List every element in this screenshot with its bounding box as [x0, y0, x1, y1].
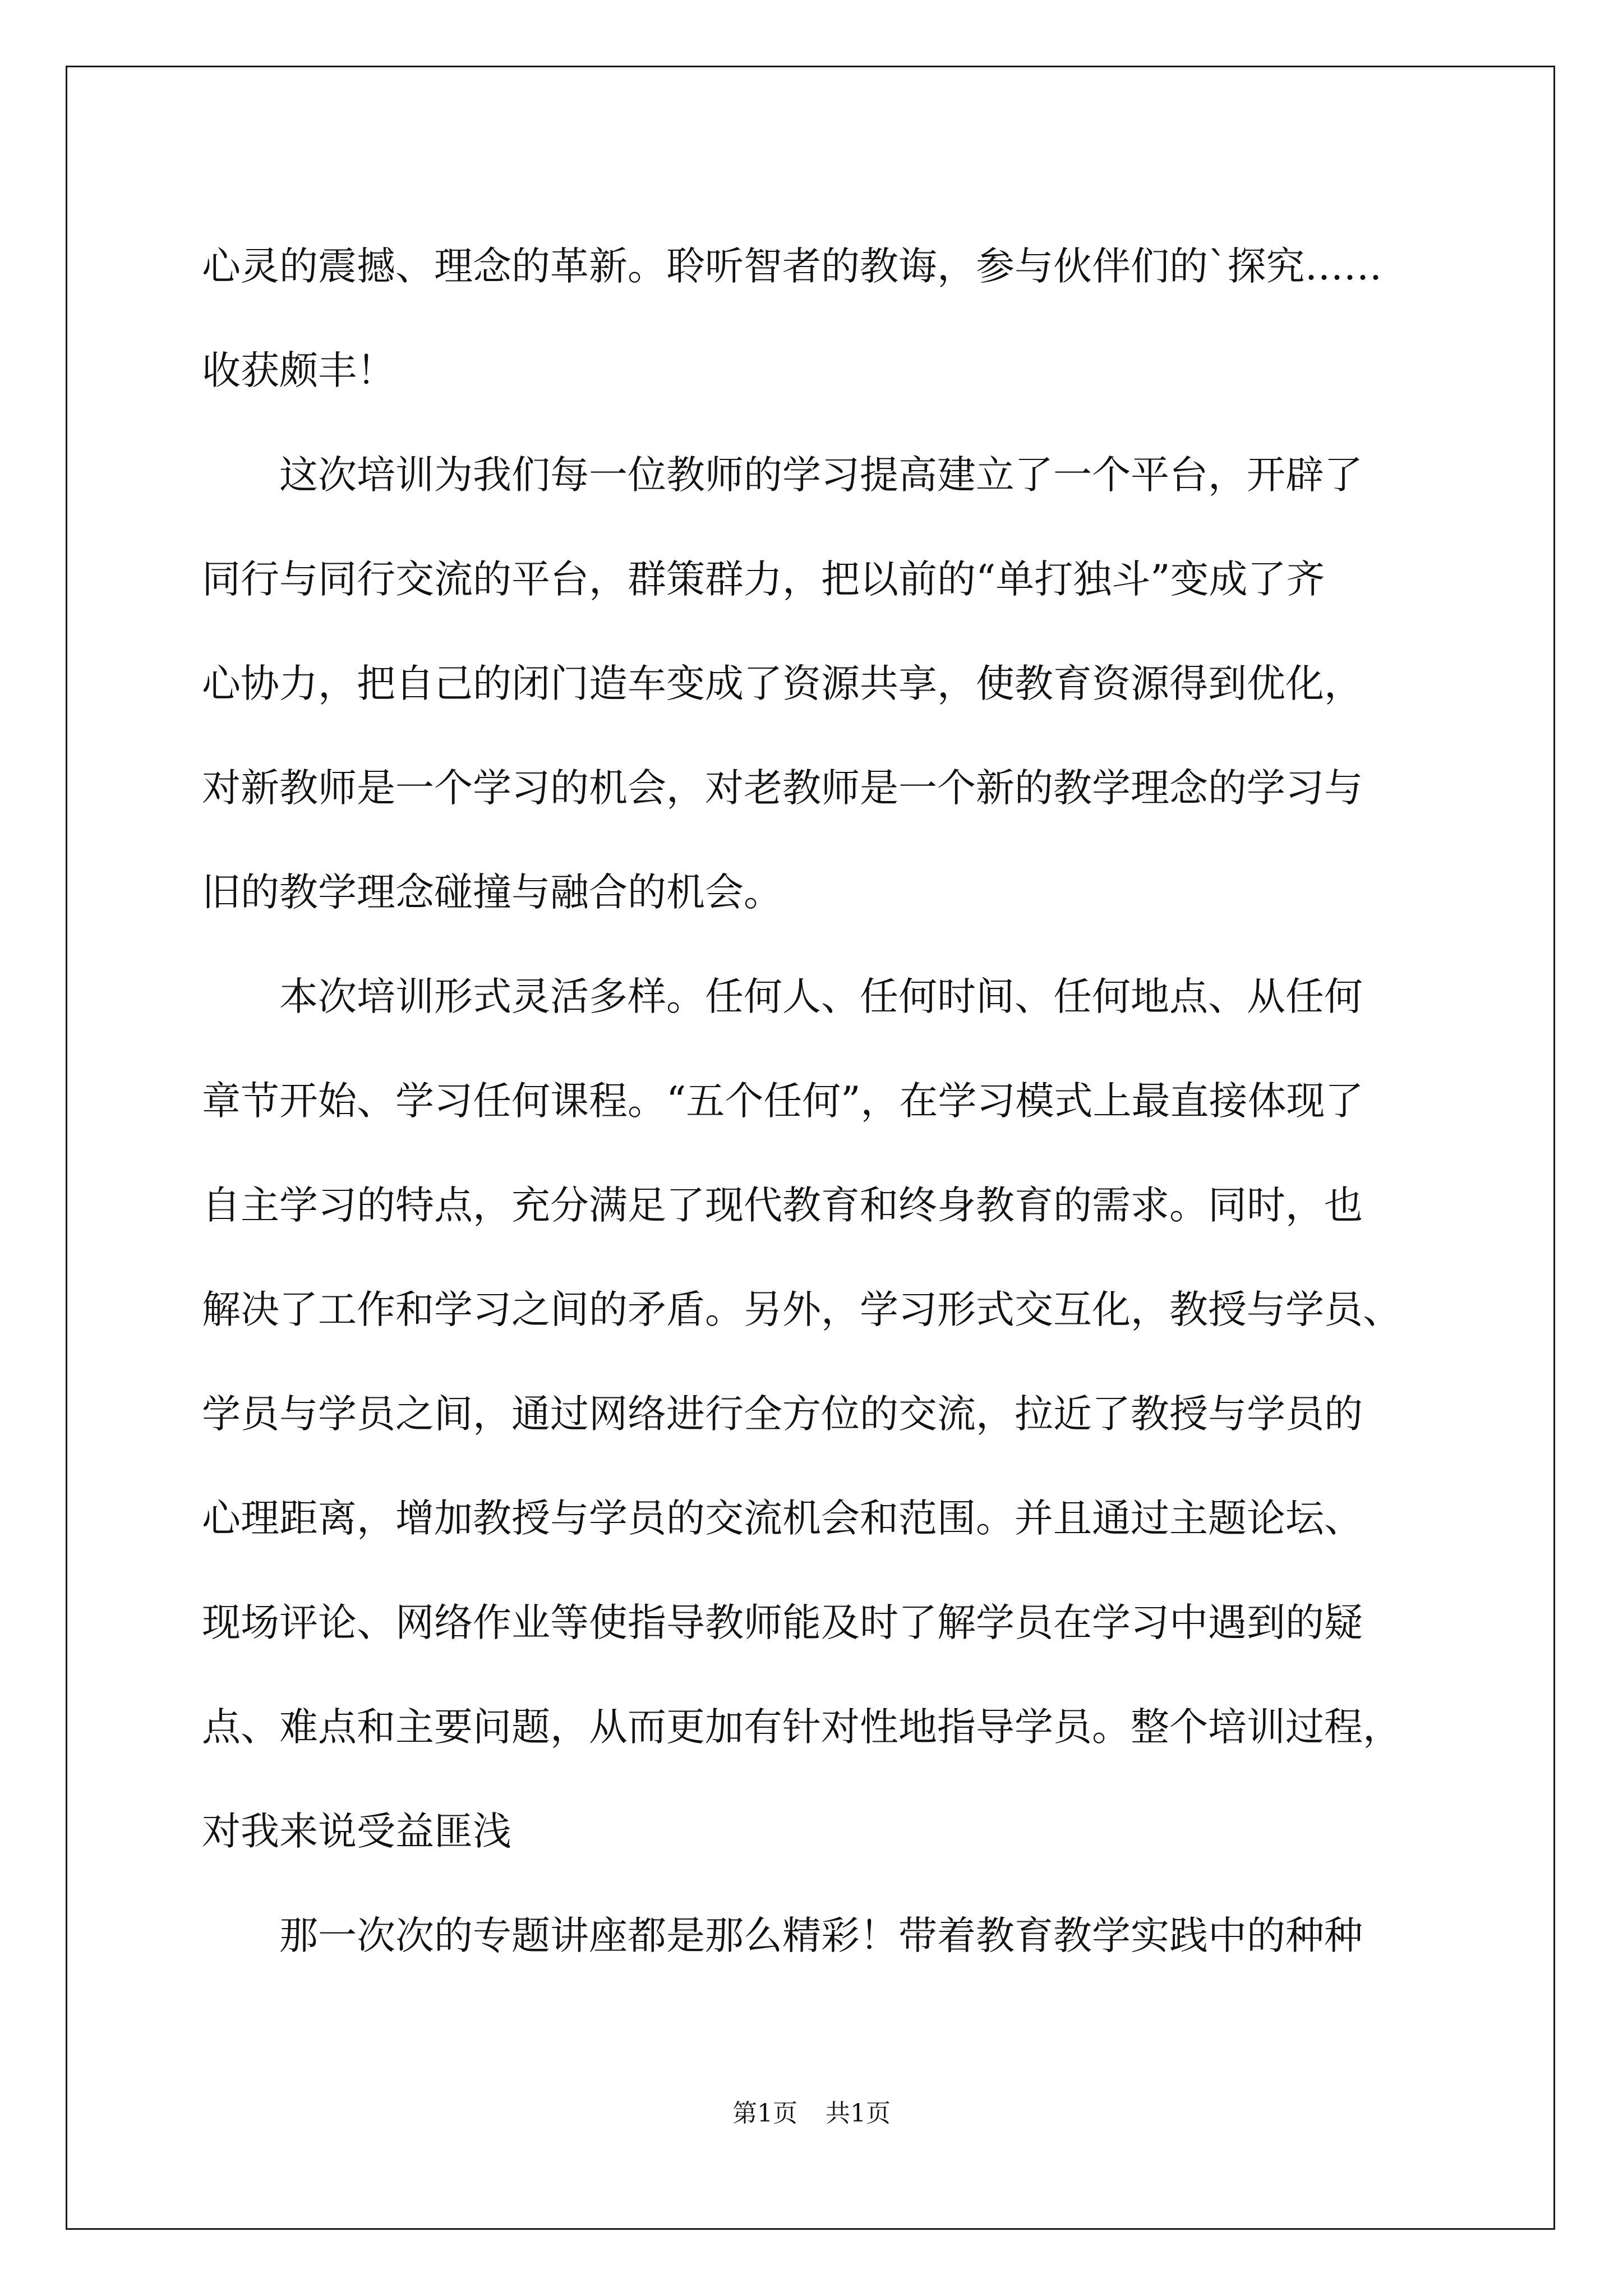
- page-number: 第1页: [732, 2099, 797, 2128]
- paragraph-start-line: 这次培训为我们每一位教师的学习提高建立了一个平台，开辟了: [279, 453, 1363, 498]
- text-line: 章节开始、学习任何课程。“五个任何”，在学习模式上最直接体现了: [202, 1079, 1364, 1124]
- total-pages: 共1页: [826, 2099, 891, 2128]
- page-footer: [0, 2097, 1623, 2131]
- text-line: 自主学习的特点，充分满足了现代教育和终身教育的需求。同时，也: [202, 1183, 1363, 1228]
- text-line: 心灵的震撼、理念的革新。聆听智者的教诲，参与伙伴们的`探究……: [202, 244, 1382, 289]
- text-line: 收获颇丰！: [202, 348, 395, 393]
- text-line: 学员与学员之间，通过网络进行全方位的交流，拉近了教授与学员的: [202, 1392, 1363, 1437]
- text-line: 同行与同行交流的平台，群策群力，把以前的“单打独斗”变成了齐: [202, 557, 1325, 602]
- text-line: 对新教师是一个学习的机会，对老教师是一个新的教学理念的学习与: [202, 766, 1363, 811]
- paragraph-start-line: 本次培训形式灵活多样。任何人、任何时间、任何地点、从任何: [279, 974, 1363, 1019]
- text-line: 心理距离，增加教授与学员的交流机会和范围。并且通过主题论坛、: [202, 1496, 1363, 1541]
- document-body: [202, 214, 1458, 1988]
- text-line: 对我来说受益匪浅: [202, 1809, 511, 1854]
- text-line: 旧的教学理念碰撞与融合的机会。: [202, 870, 782, 915]
- text-line: 解决了工作和学习之间的矛盾。另外，学习形式交互化，教授与学员、: [202, 1287, 1401, 1332]
- text-line: 现场评论、网络作业等使指导教师能及时了解学员在学习中遇到的疑: [202, 1600, 1363, 1645]
- text-line: 点、难点和主要问题，从而更加有针对性地指导学员。整个培训过程，: [202, 1705, 1401, 1750]
- paragraph-start-line: 那一次次的专题讲座都是那么精彩！带着教育教学实践中的种种: [279, 1913, 1363, 1958]
- text-line: 心协力，把自己的闭门造车变成了资源共享，使教育资源得到优化，: [202, 661, 1363, 706]
